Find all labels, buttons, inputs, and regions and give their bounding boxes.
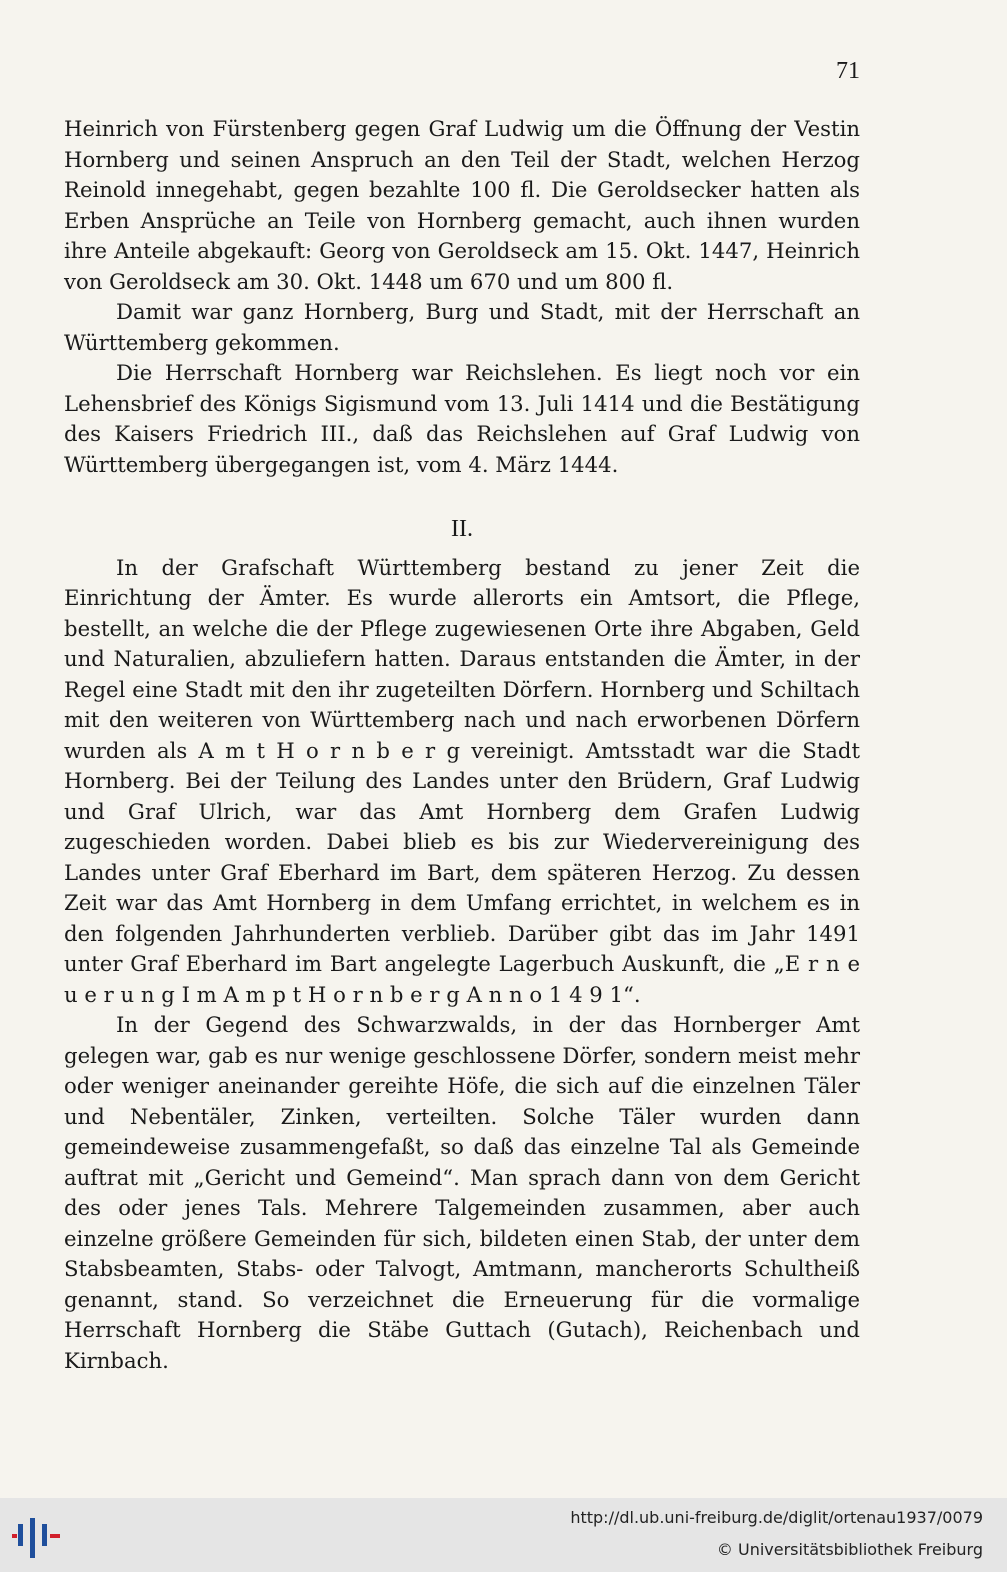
- page-number: 71: [836, 58, 860, 84]
- copyright-notice: © Universitätsbibliothek Freiburg: [716, 1540, 983, 1559]
- paragraph: In der Grafschaft Württemberg bestand zu jener Zeit die Einrichtung der Ämter. Es wurde allerorts ein Amtsort, die Pflege, bestellt, an welche die der Pflege zugewiesenen Orte ihre Abgaben, Geld und Naturalien, abzuliefern hatten. Daraus entstanden die Ämter, in der Regel eine Stadt mit den ihr zugeteilten Dörfern. Hornberg und Schiltach mit den weiteren von Württemberg nach und nach erworbenen Dörfern wurden als A m t H o r n b e r g vereinigt. Amtsstadt war die Stadt Hornberg. Bei der Teilung des Landes unter den Brüdern, Graf Ludwig und Graf Ulrich, war das Amt Hornberg dem Grafen Ludwig zugeschieden worden. Dabei blieb es bis zur Wiedervereinigung des Landes unter Graf Eberhard im Bart, dem späteren Herzog. Zu dessen Zeit war das Amt Hornberg in dem Umfang errichtet, in welchem es in den folgenden Jahrhunderten verblieb. Darüber gibt das im Jahr 1491 unter Graf Eberhard im Bart angelegte Lagerbuch Auskunft, die „E r n e u e r u n g I m A m p t H o r n b e r g A n n o 1 4 9 1“.: [64, 554, 860, 1007]
- paragraph: Heinrich von Fürstenberg gegen Graf Ludwig um die Öffnung der Vestin Hornberg und seinen Anspruch an den Teil der Stadt, welchen Herzog Reinold innegehabt, gegen bezahlte 100 fl. Die Geroldsecker hatten als Erben Ansprüche an Teile von Hornberg gemacht, auch ihnen wurden ihre Anteile abgekauft: Georg von Geroldseck am 15. Okt. 1447, Heinrich von Geroldseck am 30. Okt. 1448 um 670 und um 800 fl.: [64, 116, 860, 294]
- footer-bar: [0, 1498, 1007, 1572]
- body-text: [64, 114, 860, 1376]
- source-link[interactable]: http://dl.ub.uni-freiburg.de/diglit/ortenau1937/0079: [570, 1508, 983, 1527]
- ub-freiburg-logo-icon: [12, 1514, 68, 1562]
- section-heading: II.: [451, 516, 473, 542]
- paragraph: In der Gegend des Schwarzwalds, in der das Hornberger Amt gelegen war, gab es nur wenige geschlossene Dörfer, sondern meist mehr oder weniger aneinander gereihte Höfe, die sich auf die einzelnen Täler und Nebentäler, Zinken, verteilten. Solche Täler wurden dann gemeindeweise zusammengefaßt, so daß das einzelne Tal als Gemeinde auftrat mit „Gericht und Gemeind“. Man sprach dann von dem Gericht des oder jenes Tals. Mehrere Talgemeinden zusammen, aber auch einzelne größere Gemeinden für sich, bildeten einen Stab, der unter dem Stabsbeamten, Stabs- oder Talvogt, Amtmann, mancherorts Schultheiß genannt, stand. So verzeichnet die Erneuerung für die vormalige Herrschaft Hornberg die Stäbe Guttach (Gutach), Reichenbach und Kirnbach.: [64, 1012, 860, 1373]
- paragraph: Die Herrschaft Hornberg war Reichslehen. Es liegt noch vor ein Lehensbrief des Königs Sigismund vom 13. Juli 1414 und die Bestätigung des Kaisers Friedrich III., daß das Reichslehen auf Graf Ludwig von Württemberg übergegangen ist, vom 4. März 1444.: [64, 360, 860, 477]
- paragraph: Damit war ganz Hornberg, Burg und Stadt, mit der Herrschaft an Württemberg gekommen.: [64, 299, 860, 355]
